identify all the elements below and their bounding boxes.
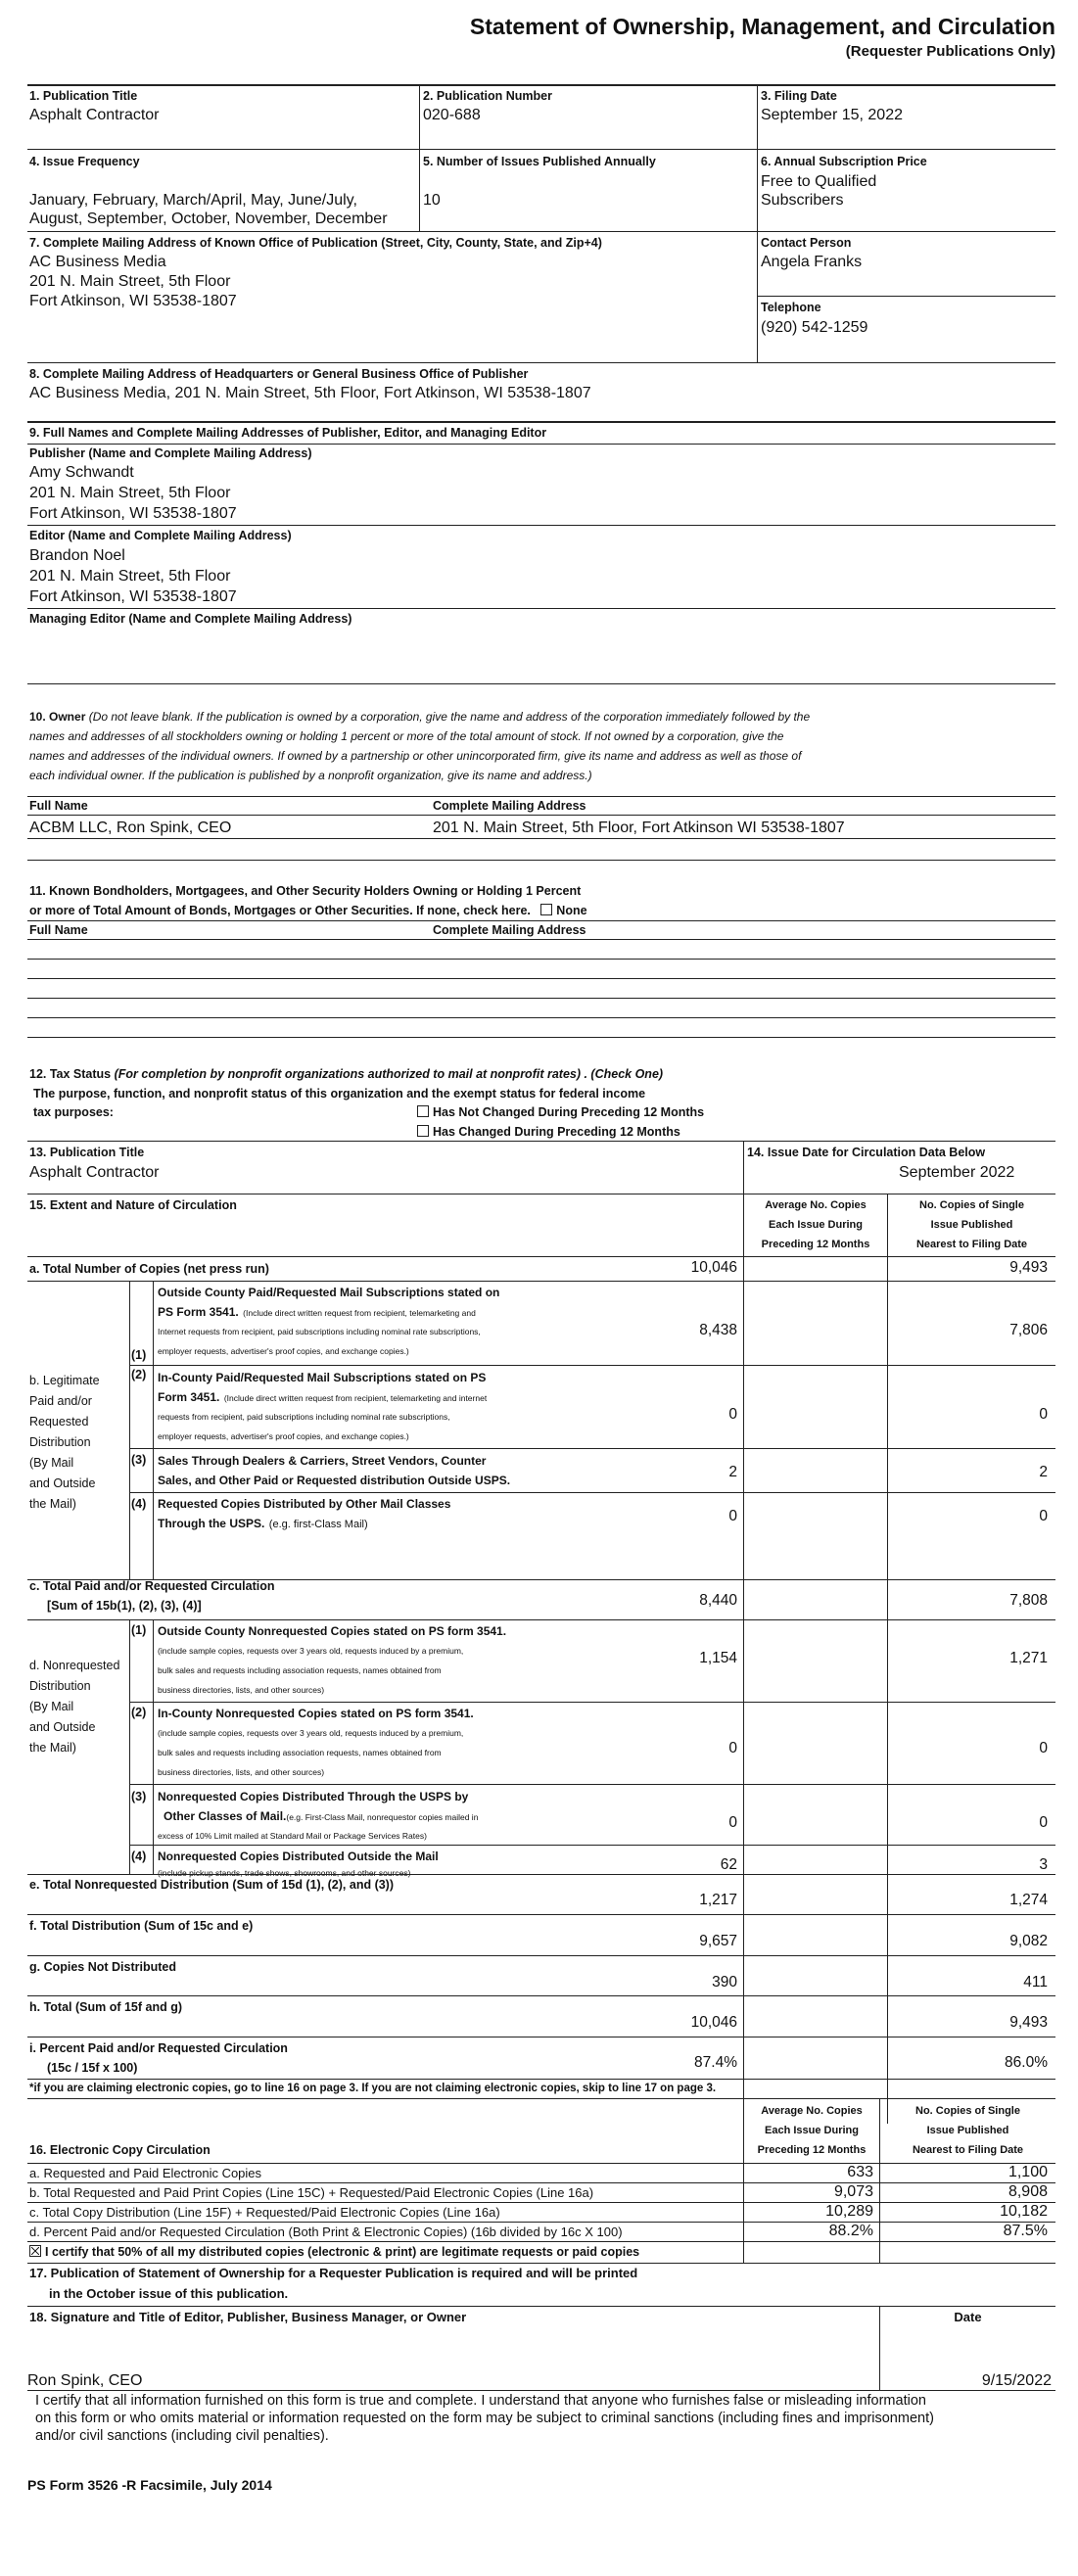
pub-title-13-label: 13. Publication Title: [29, 1146, 145, 1159]
owner-fullname-col: Full Name: [29, 799, 88, 813]
single-issue-header: [888, 1195, 1055, 1254]
office-address-line2: 201 N. Main Street, 5th Floor: [29, 273, 231, 290]
managing-editor-label: Managing Editor (Name and Complete Mailing Address): [29, 612, 352, 626]
tax-status-label: 12. Tax Status: [29, 1067, 112, 1081]
d2-line3: bulk sales and requests including association requests, names obtained from: [158, 1748, 442, 1757]
d2-text: [158, 1704, 740, 1782]
d-side-2: Distribution: [29, 1679, 91, 1693]
total-copies-label: a. Total Number of Copies (net press run): [29, 1262, 269, 1276]
headquarters-address-label: 8. Complete Mailing Address of Headquarters or General Business Office of Publisher: [29, 367, 529, 381]
electronic-circulation-label: 16. Electronic Copy Circulation: [29, 2143, 211, 2157]
b2-num: (2): [131, 1368, 147, 1382]
editor-address-line2: Fort Atkinson, WI 53538-1807: [29, 588, 237, 605]
d1-line4: business directories, lists, and other sources): [158, 1685, 325, 1695]
not-changed-checkbox[interactable]: [417, 1105, 429, 1117]
d1-text: [158, 1621, 740, 1700]
d3-line2-small: (e.g. First-Class Mail, nonrequestor copies mailed in: [286, 1812, 479, 1822]
owner-text-line1: (Do not leave blank. If the publication is owned by a corporation, give the name and address of the corporation immediately followed by the: [88, 710, 811, 724]
d3-line1: Nonrequested Copies Distributed Through the USPS by: [158, 1790, 469, 1803]
b4-line2-small: (e.g. first-Class Mail): [268, 1519, 368, 1530]
publisher-name: Amy Schwandt: [29, 464, 134, 481]
16d-single: 87.5%: [1003, 2223, 1048, 2239]
b1-form: PS Form 3541.: [158, 1305, 239, 1319]
total-copies-single: 9,493: [1009, 1259, 1048, 1276]
issues-annually-label: 5. Number of Issues Published Annually: [423, 155, 656, 168]
b-side-7: the Mail): [29, 1497, 76, 1511]
b1-line2-small: (Include direct written request from recipient, telemarketing and: [243, 1308, 476, 1318]
i-avg: 87.4%: [694, 2054, 737, 2071]
d3-single: 0: [1039, 1814, 1048, 1831]
b4-single: 0: [1039, 1508, 1048, 1524]
tax-status-line2: The purpose, function, and nonprofit status of this organization and the exempt status for federal income: [33, 1087, 646, 1101]
none-checkbox[interactable]: [540, 904, 552, 915]
d1-single: 1,271: [1009, 1650, 1048, 1666]
filing-date-value: September 15, 2022: [761, 107, 903, 123]
form-title: Statement of Ownership, Management, and Circulation: [469, 14, 1055, 39]
b4-usps: Through the USPS.: [158, 1517, 265, 1530]
b-side-1: b. Legitimate: [29, 1374, 100, 1387]
b1-line1: Outside County Paid/Requested Mail Subscriptions stated on: [158, 1286, 500, 1299]
16d-label: d. Percent Paid and/or Requested Circulation (Both Print & Electronic Copies) (16b divided by 16c X 100): [29, 2225, 623, 2239]
issue-frequency-label: 4. Issue Frequency: [29, 155, 140, 168]
avg-col-line3: Preceding 12 Months: [761, 1239, 870, 1250]
pub-title-13-value: Asphalt Contractor: [29, 1164, 160, 1181]
legitimate-distribution-side: [29, 1371, 100, 1515]
b2-form: Form 3451.: [158, 1390, 220, 1404]
b3-text: [158, 1451, 740, 1490]
issue-date-value: September 2022: [899, 1164, 1015, 1181]
d2-single: 0: [1039, 1740, 1048, 1756]
h-single: 9,493: [1009, 2014, 1048, 2031]
i-line2: (15c / 15f x 100): [47, 2061, 138, 2075]
avg-col-line1: Average No. Copies: [765, 1199, 867, 1211]
total-copies-avg: 10,046: [690, 1259, 737, 1276]
c-avg: 8,440: [699, 1592, 737, 1609]
issues-annually-value: 10: [423, 192, 441, 209]
e-single: 1,274: [1009, 1892, 1048, 1908]
e-single-header: [880, 2101, 1055, 2160]
subscription-price-label: 6. Annual Subscription Price: [761, 155, 927, 168]
tax-status-line1: [29, 1067, 663, 1081]
b-side-6: and Outside: [29, 1476, 96, 1490]
office-address-line1: AC Business Media: [29, 254, 166, 270]
c-single: 7,808: [1009, 1592, 1048, 1609]
bondholders-line2-text: or more of Total Amount of Bonds, Mortgages or Other Securities. If none, check here.: [29, 904, 531, 917]
g-avg: 390: [712, 1974, 737, 1991]
f-single: 9,082: [1009, 1933, 1048, 1949]
b1-text: [158, 1283, 740, 1361]
e-single-col-3: Nearest to Filing Date: [912, 2144, 1024, 2156]
electronic-note: *if you are claiming electronic copies, go to line 16 on page 3. If you are not claiming electronic copies, skip to line 17 on page 3.: [29, 2083, 717, 2094]
tax-status-line3: tax purposes:: [33, 1105, 114, 1119]
d4-line2: (include pickup stands, trade shows, showrooms, and other sources): [158, 1868, 411, 1878]
d3-avg: 0: [728, 1814, 737, 1831]
d1-line1: Outside County Nonrequested Copies stated on PS form 3541.: [158, 1624, 507, 1638]
signature-date: 9/15/2022: [981, 2372, 1052, 2389]
d1-num: (1): [131, 1623, 147, 1637]
d2-num: (2): [131, 1706, 147, 1719]
b3-avg: 2: [728, 1464, 737, 1480]
owner-instructions: [29, 707, 1048, 785]
issue-frequency-line2: August, September, October, November, December: [29, 211, 388, 227]
d-side-1: d. Nonrequested: [29, 1659, 120, 1672]
16b-label: b. Total Requested and Paid Print Copies (Line 15C) + Requested/Paid Electronic Copies (Line 16a): [29, 2185, 594, 2200]
b4-num: (4): [131, 1497, 147, 1511]
d2-avg: 0: [728, 1740, 737, 1756]
16a-label: a. Requested and Paid Electronic Copies: [29, 2166, 262, 2180]
owner-text-line4: each individual owner. If the publication is published by a nonprofit organization, give its name and address.): [29, 769, 592, 782]
signer-name: Ron Spink, CEO: [27, 2372, 143, 2389]
d-side-4: and Outside: [29, 1720, 96, 1734]
b4-line1: Requested Copies Distributed by Other Mail Classes: [158, 1497, 451, 1511]
b-side-5: (By Mail: [29, 1456, 74, 1470]
owner-text-line2: names and addresses of all stockholders owning or holding 1 percent or more of the total amount of stock. If not owned by a corporation, give the: [29, 729, 784, 743]
telephone-label: Telephone: [761, 301, 821, 314]
single-col-line3: Nearest to Filing Date: [915, 1239, 1028, 1250]
i-line1: i. Percent Paid and/or Requested Circulation: [29, 2041, 288, 2055]
tax-option-changed[interactable]: [417, 1125, 680, 1139]
d2-line1: In-County Nonrequested Copies stated on PS form 3541.: [158, 1707, 474, 1720]
e-single-col-2: Issue Published: [926, 2125, 1009, 2136]
publisher-address-line1: 201 N. Main Street, 5th Floor: [29, 485, 231, 501]
b1-avg: 8,438: [699, 1322, 737, 1338]
avg-col-line2: Each Issue During: [769, 1219, 863, 1231]
b1-num: (1): [131, 1348, 147, 1362]
editor-name: Brandon Noel: [29, 547, 125, 564]
16c-single: 10,182: [1000, 2203, 1048, 2220]
b2-line4: employer requests, advertiser's proof copies, and exchange copies.): [158, 1431, 409, 1441]
e-avg-col-1: Average No. Copies: [761, 2105, 863, 2117]
changed-label: Has Changed During Preceding 12 Months: [433, 1125, 680, 1139]
owner-name-value: ACBM LLC, Ron Spink, CEO: [29, 820, 232, 836]
b2-avg: 0: [728, 1406, 737, 1423]
b2-line2-small: (Include direct written request from recipient, telemarketing and internet: [223, 1393, 488, 1403]
avg-copies-header: [744, 1195, 887, 1254]
office-address-line3: Fort Atkinson, WI 53538-1807: [29, 293, 237, 309]
owner-address-col: Complete Mailing Address: [433, 799, 586, 813]
d3-line3: excess of 10% Limit mailed at Standard Mail or Package Services Rates): [158, 1831, 427, 1841]
b-side-4: Distribution: [29, 1435, 91, 1449]
certification-text: [35, 2392, 934, 2445]
issue-frequency-line1: January, February, March/April, May, June/July,: [29, 192, 357, 209]
b1-line3: Internet requests from recipient, paid subscriptions including nominal rate subscriptions,: [158, 1327, 481, 1336]
16b-avg: 9,073: [833, 2183, 873, 2200]
d4-num: (4): [131, 1850, 147, 1863]
d3-other: Other Classes of Mail.: [164, 1809, 287, 1823]
d4-line1: Nonrequested Copies Distributed Outside the Mail: [158, 1850, 439, 1863]
b3-line1: Sales Through Dealers & Carriers, Street Vendors, Counter: [158, 1454, 487, 1468]
b1-line4: employer requests, advertiser's proof copies, and exchange copies.): [158, 1346, 409, 1356]
d1-avg: 1,154: [699, 1650, 737, 1666]
b2-single: 0: [1039, 1406, 1048, 1423]
b2-text: [158, 1368, 740, 1446]
publisher-address-line2: Fort Atkinson, WI 53538-1807: [29, 505, 237, 522]
bondholders-line1: 11. Known Bondholders, Mortgagees, and Other Security Holders Owning or Holding 1 Percent: [29, 884, 582, 898]
editor-label: Editor (Name and Complete Mailing Address): [29, 529, 292, 542]
16a-single: 1,100: [1008, 2164, 1048, 2180]
telephone-value: (920) 542-1259: [761, 319, 868, 336]
b2-line1: In-County Paid/Requested Mail Subscriptions stated on PS: [158, 1371, 487, 1384]
not-changed-label: Has Not Changed During Preceding 12 Months: [433, 1105, 705, 1119]
editor-address-line1: 201 N. Main Street, 5th Floor: [29, 568, 231, 585]
b-side-3: Requested: [29, 1415, 89, 1429]
g-single: 411: [1023, 1974, 1048, 1991]
publication-number-value: 020-688: [423, 107, 481, 123]
d1-line2: (include sample copies, requests over 3 years old, requests induced by a premium,: [158, 1646, 464, 1656]
filing-date-label: 3. Filing Date: [761, 89, 837, 103]
d4-single: 3: [1039, 1856, 1048, 1873]
headquarters-address-value: AC Business Media, 201 N. Main Street, 5th Floor, Fort Atkinson, WI 53538-1807: [29, 385, 591, 401]
bondholders-address-col: Complete Mailing Address: [433, 923, 586, 937]
contact-person-label: Contact Person: [761, 236, 852, 250]
single-col-line1: No. Copies of Single: [919, 1199, 1024, 1211]
subscription-price-line2: Subscribers: [761, 192, 844, 209]
publication-title-label: 1. Publication Title: [29, 89, 138, 103]
statement-17-line1: 17. Publication of Statement of Ownership for a Requester Publication is required and will be printed: [29, 2266, 638, 2280]
c-line1: c. Total Paid and/or Requested Circulation: [29, 1579, 275, 1593]
bondholders-line2: [29, 904, 587, 917]
bondholders-name-col: Full Name: [29, 923, 88, 937]
changed-checkbox[interactable]: [417, 1125, 429, 1137]
statement-17-line2: in the October issue of this publication.: [49, 2286, 289, 2301]
b-side-2: Paid and/or: [29, 1394, 92, 1408]
f-avg: 9,657: [699, 1933, 737, 1949]
tax-status-italic: (For completion by nonprofit organizations authorized to mail at nonprofit rates) . (Check One): [114, 1067, 664, 1081]
certification-line1: I certify that all information furnished on this form is true and complete. I understand that anyone who furnishes false or misleading information: [35, 2393, 926, 2409]
i-single: 86.0%: [1005, 2054, 1048, 2071]
e-avg-col-2: Each Issue During: [765, 2125, 859, 2136]
b1-single: 7,806: [1009, 1322, 1048, 1338]
h-label: h. Total (Sum of 15f and g): [29, 2000, 183, 2014]
b2-line3: requests from recipient, paid subscriptions including nominal rate subscriptions,: [158, 1412, 450, 1422]
publisher-label: Publisher (Name and Complete Mailing Address): [29, 446, 312, 460]
owner-label: 10. Owner: [29, 710, 86, 724]
certification-line3: and/or civil sanctions (including civil penalties).: [35, 2428, 329, 2444]
certification-line2: on this form or who omits material or information requested on the form may be subject to criminal sanctions (including fines and imprisonment): [35, 2411, 934, 2426]
none-label: None: [556, 904, 587, 917]
e-avg-header: [744, 2101, 879, 2160]
e-avg: 1,217: [699, 1892, 737, 1908]
contact-person-value: Angela Franks: [761, 254, 863, 270]
16d-avg: 88.2%: [828, 2223, 873, 2239]
publication-number-label: 2. Publication Number: [423, 89, 552, 103]
b3-line2: Sales, and Other Paid or Requested distribution Outside USPS.: [158, 1474, 511, 1487]
d2-line2: (include sample copies, requests over 3 years old, requests induced by a premium,: [158, 1728, 464, 1738]
d3-text: [158, 1787, 740, 1846]
d1-line3: bulk sales and requests including association requests, names obtained from: [158, 1665, 442, 1675]
owner-address-value: 201 N. Main Street, 5th Floor, Fort Atkinson WI 53538-1807: [433, 820, 845, 836]
single-col-line2: Issue Published: [930, 1219, 1013, 1231]
names-addresses-label: 9. Full Names and Complete Mailing Addresses of Publisher, Editor, and Managing Editor: [29, 426, 547, 440]
i-text: [29, 2038, 288, 2078]
e-label: e. Total Nonrequested Distribution (Sum of 15d (1), (2), and (3)): [29, 1878, 395, 1892]
b4-text: [158, 1494, 740, 1534]
subscription-price-line1: Free to Qualified: [761, 173, 877, 190]
signature-label: 18. Signature and Title of Editor, Publisher, Business Manager, or Owner: [29, 2310, 467, 2324]
d3-num: (3): [131, 1790, 147, 1803]
nonrequested-distribution-side: [29, 1656, 119, 1758]
form-footer: PS Form 3526 -R Facsimile, July 2014: [27, 2477, 272, 2493]
e-single-col-1: No. Copies of Single: [915, 2105, 1020, 2117]
b3-single: 2: [1039, 1464, 1048, 1480]
b3-num: (3): [131, 1453, 147, 1467]
certify-50-checkbox[interactable]: [29, 2245, 41, 2257]
16c-avg: 10,289: [825, 2203, 873, 2220]
date-label: Date: [954, 2310, 982, 2324]
owner-text-line3: names and addresses of the individual owners. If owned by a partnership or other unincorporated firm, give its name and address as well as those of: [29, 749, 802, 763]
f-label: f. Total Distribution (Sum of 15c and e): [29, 1919, 254, 1933]
d2-line4: business directories, lists, and other sources): [158, 1767, 325, 1777]
h-avg: 10,046: [690, 2014, 737, 2031]
16c-label: c. Total Copy Distribution (Line 15F) + Requested/Paid Electronic Copies (Line 16a): [29, 2205, 500, 2220]
publication-title-value: Asphalt Contractor: [29, 107, 160, 123]
issue-date-label: 14. Issue Date for Circulation Data Below: [747, 1146, 986, 1159]
16b-single: 8,908: [1008, 2183, 1048, 2200]
d4-avg: 62: [720, 1856, 737, 1873]
b4-avg: 0: [728, 1508, 737, 1524]
certify-50-row: [29, 2245, 639, 2259]
office-address-label: 7. Complete Mailing Address of Known Office of Publication (Street, City, County, State, and Zip+4): [29, 236, 602, 250]
total-paid-requested-text: [29, 1576, 275, 1616]
g-label: g. Copies Not Distributed: [29, 1960, 176, 1974]
d-side-5: the Mail): [29, 1741, 76, 1755]
c-line2: [Sum of 15b(1), (2), (3), (4)]: [47, 1599, 202, 1613]
16a-avg: 633: [847, 2164, 873, 2180]
form-subtitle: (Requester Publications Only): [845, 43, 1055, 60]
e-avg-col-3: Preceding 12 Months: [757, 2144, 867, 2156]
circulation-label: 15. Extent and Nature of Circulation: [29, 1198, 237, 1212]
d-side-3: (By Mail: [29, 1700, 74, 1713]
certify-50-text: I certify that 50% of all my distributed copies (electronic & print) are legitimate requests or paid copies: [45, 2245, 640, 2259]
tax-option-not-changed[interactable]: [417, 1105, 704, 1119]
